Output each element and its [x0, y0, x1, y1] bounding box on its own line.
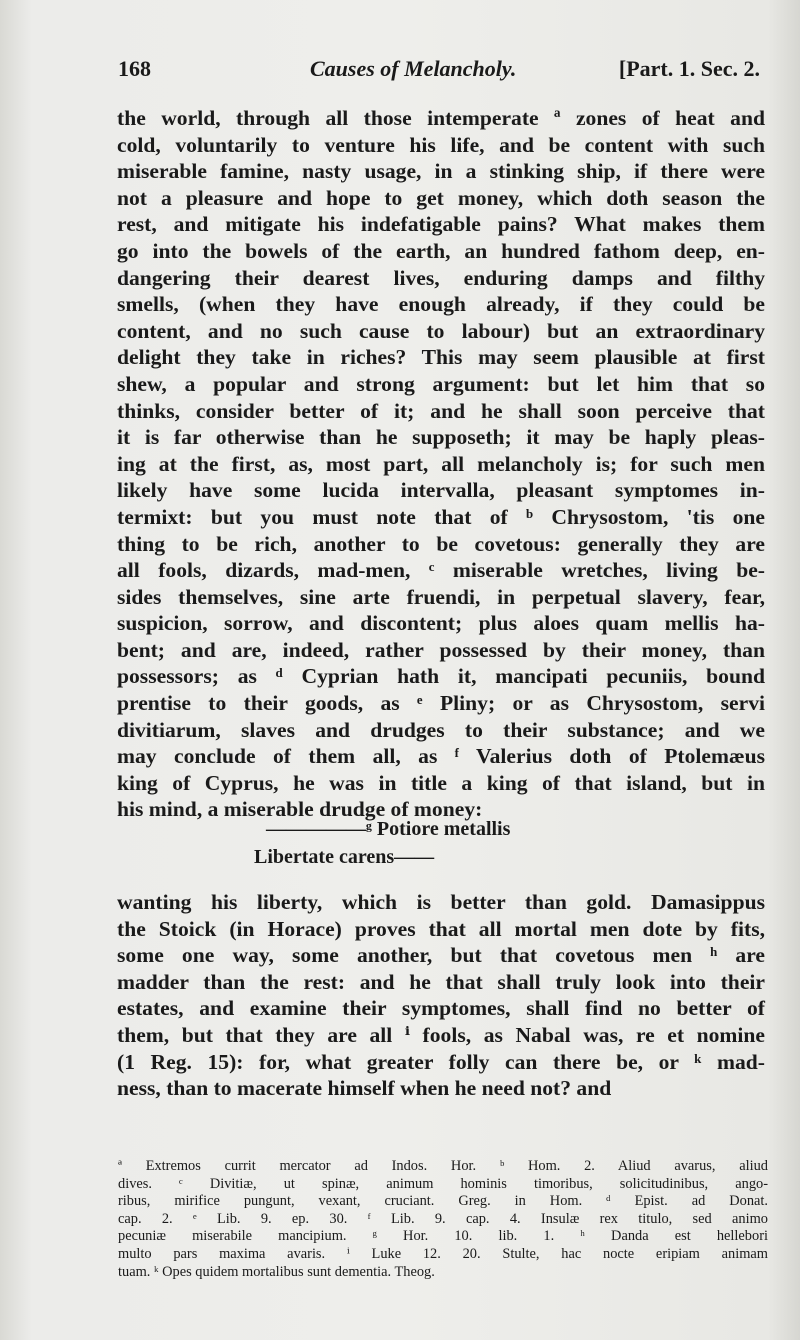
footnote-line: cap. 2. ᵉ Lib. 9. ep. 30. ᶠ Lib. 9. cap. 4. Insulæ rex titulo, sed animo [118, 1210, 768, 1227]
text-line: shew, a popular and strong argument: but let him that so [117, 371, 765, 396]
text-line: smells, (when they have enough already, if they could be [117, 292, 765, 317]
footnote-line: ª Extremos currit mercator ad Indos. Hor. ᵇ Hom. 2. Aliud avarus, aliud [118, 1158, 768, 1174]
text-line: miserable famine, nasty usage, in a stinking ship, if there were [117, 159, 765, 184]
text-line: estates, and examine their symptomes, shall find no better of [117, 996, 765, 1021]
text-line: rest, and mitigate his indefatigable pains? What makes them [117, 212, 765, 237]
text-line: (1 Reg. 15): for, what greater folly can there be, or ᵏ mad- [117, 1049, 765, 1074]
text-line: termixt: but you must note that of ᵇ Chrysostom, 'tis one [117, 504, 765, 529]
footnote-line: pecuniæ miserabile mancipium. ᵍ Hor. 10. lib. 1. ʰ Danda est hellebori [118, 1228, 768, 1245]
text-line: divitiarum, slaves and drudges to their substance; and we [117, 717, 765, 742]
section-label: [Part. 1. Sec. 2. [618, 56, 760, 81]
text-line: the Stoick (in Horace) proves that all mortal men dote by fits, [117, 916, 765, 941]
footnote-line: dives. ᶜ Divitiæ, ut spinæ, animum hominis timoribus, solicitudinibus, ango- [118, 1175, 768, 1192]
text-line: wanting his liberty, which is better than gold. Damasippus [117, 890, 765, 914]
text-line: not a pleasure and hope to get money, which doth season the [117, 185, 765, 210]
paragraph-2 [117, 889, 765, 1102]
text-line: prentise to their goods, as ᵉ Pliny; or as Chrysostom, servi [117, 691, 765, 716]
text-line: thinks, consider better of it; and he shall soon perceive that [117, 398, 765, 423]
text-line: cold, voluntarily to venture his life, and be content with such [117, 132, 765, 157]
footnote-line: tuam. ᵏ Opes quidem mortalibus sunt dementia. Theog. [118, 1263, 435, 1280]
text-line: king of Cyprus, he was in title a king of that island, but in [117, 770, 765, 795]
running-title: Causes of Melancholy. [310, 56, 517, 81]
text-line: content, and no such cause to labour) but an extraordinary [117, 318, 765, 343]
text-line: some one way, some another, but that covetous men ʰ are [117, 943, 765, 968]
text-line: possessors; as ᵈ Cyprian hath it, mancipati pecuniis, bound [117, 664, 765, 689]
running-header [118, 56, 760, 90]
text-line: them, but that they are all ⁱ fools, as Nabal was, re et nomine [117, 1022, 765, 1047]
text-line: may conclude of them all, as ᶠ Valerius doth of Ptolemæus [117, 744, 765, 769]
text-line: bent; and are, indeed, rather possessed by their money, than [117, 637, 765, 662]
footnote-line: ribus, mirifice pungunt, vexant, cruciant. Greg. in Hom. ᵈ Epist. ad Donat. [118, 1193, 768, 1210]
text-line: delight they take in riches? This may seem plausible at first [117, 345, 765, 370]
paragraph-1 [117, 105, 765, 823]
text-line: all fools, dizards, mad-men, ᶜ miserable wretches, living be- [117, 558, 765, 583]
text-line: ing at the first, as, most part, all melancholy is; for such men [117, 451, 765, 476]
text-line: go into the bowels of the earth, an hundred fathom deep, en- [117, 238, 765, 263]
page-number: 168 [118, 56, 151, 81]
footnotes [118, 1158, 768, 1281]
verse-line-1: —————ᵍ Potiore metallis [266, 818, 511, 840]
text-line: suspicion, sorrow, and discontent; plus aloes quam mellis ha- [117, 611, 765, 636]
footnote-line: multo pars maxima avaris. ⁱ Luke 12. 20. Stulte, hac nocte eripiam animam [118, 1245, 768, 1262]
text-line: his mind, a miserable drudge of money: [117, 797, 483, 822]
text-line: it is far otherwise than he supposeth; it may be haply pleas- [117, 425, 765, 450]
text-line: likely have some lucida intervalla, pleasant symptomes in- [117, 478, 765, 503]
text-line: ness, than to macerate himself when he need not? and [117, 1076, 612, 1101]
text-line: the world, through all those intemperate ª zones of heat and [117, 106, 765, 130]
text-line: sides themselves, sine arte fruendi, in perpetual slavery, fear, [117, 584, 765, 609]
verse-line-2: Libertate carens—— [254, 846, 435, 868]
text-line: thing to be rich, another to be covetous: generally they are [117, 531, 765, 556]
text-line: madder than the rest: and he that shall truly look into their [117, 969, 765, 994]
text-line: dangering their dearest lives, enduring damps and filthy [117, 265, 765, 290]
